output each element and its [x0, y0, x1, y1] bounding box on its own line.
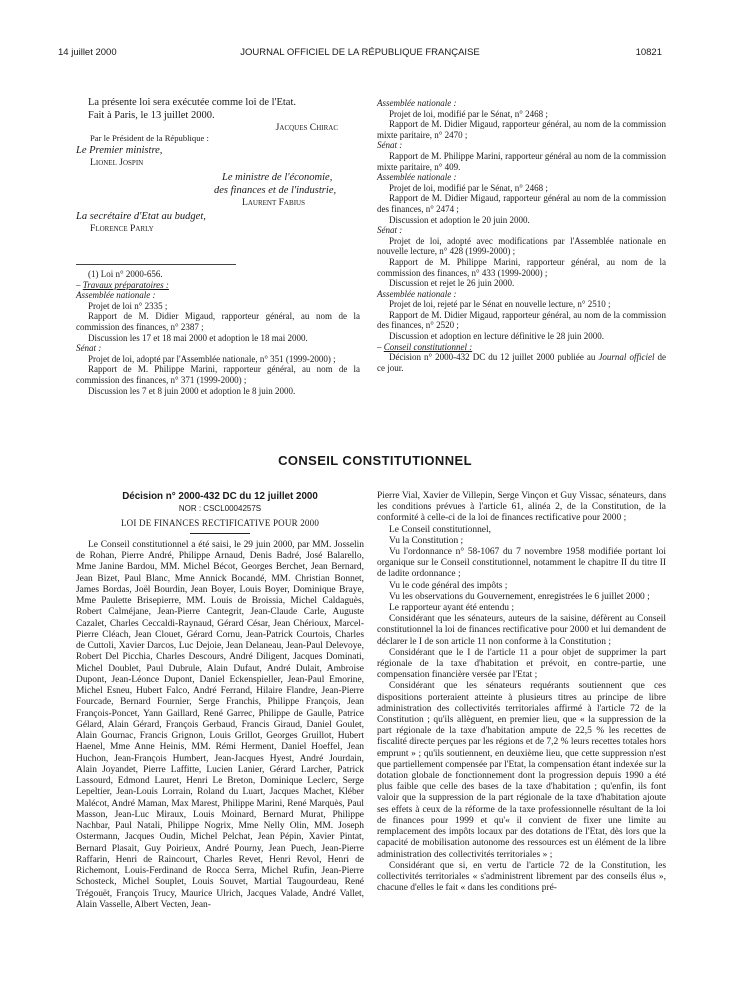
president-name: Jacques Chirac: [275, 122, 338, 133]
an4-item-a: Projet de loi, rejeté par le Sénat en nouvelle lecture, n° 2510 ;: [389, 299, 611, 310]
an4-heading: Assemblée nationale :: [377, 288, 457, 299]
sen1-item-b: Rapport de M. Philippe Marini, rapporteur général, au nom de la commission des finances, n° 371 (1999-2000) ;: [76, 364, 360, 385]
an3-heading: Assemblée nationale :: [377, 172, 457, 183]
section-title: CONSEIL CONSTITUTIONNEL: [278, 453, 472, 468]
decision-intro: Le Conseil constitutionnel a été saisi, le 29 juin 2000, par MM. Josselin de Rohan, Pierre André, Philippe Arnaud, Denis Badré, José Balarello, Mme Janine Bardou, MM. Michel Bécot, Georges Berchet, Jean Bernard, Jean Bizet, Paul Blanc, Mme Annick Bocandé, MM. Christian Bonnet, James Bordas, Joël Bourdin, Jean Boyer, Louis Boyer, Dominique Braye, Mme Paulette Brisepierre, MM. Louis de Broissia, Michel Caldaguès, Robert Calméjane, Jean-Pierre Cantegrit, Jean-Claude Carle, Auguste Cazalet, Charles Ceccaldi-Raynaud, Gérard César, Jean Chérioux, Marcel-Pierre Cléach, Jean Clouet, Gérard Cornu, Jean-Patrick Courtois, Charles de Cuttoli, Xavier Darcos, Luc Dejoie, Jean Delaneau, Jean-Paul Delevoye, Robert Del Picchia, Charles Descours, André Diligent, Jacques Dominati, Michel Doublet, Paul Dubrule, Alain Dufaut, André Dulait, Ambroise Dupont, Jean-Léonce Dupont, Daniel Eckenspieller, Jean-Paul Emorine, Michel Esneu, Hubert Falco, André Ferrand, Hilaire Flandre, Jean-Pierre Fourcade, Bernard Fournier, Serge Franchis, Philippe François, Jean François-Poncet, Yann Gaillard, René Garrec, Philippe de Gaulle, Patrice Gélard, Alain Gérard, François Gerbaud, Francis Giraud, Daniel Goulet, Alain Gournac, Francis Grignon, Louis Grillot, Georges Gruillot, Hubert Haenel, Mme Anne Heinis, MM. Rémi Herment, Daniel Hoeffel, Jean Huchon, Jean-François Humbert, Jean-Jacques Hyest, André Jourdain, Alain Joyandet, Pierre Laffitte, Lucien Lanier, Gérard Larcher, Patrick Lassourd, Edmond Lauret, Henri Le Breton, Dominique Leclerc, Serge Lepeltier, Jean-Louis Lorrain, Roland du Luart, Jacques Machet, Kléber Malécot, André Maman, Max Marest, Philippe Marini, René Marquès, Paul Masson, Jean-Luc Miraux, Louis Moinard, Bernard Murat, Philippe Nachbar, Paul Natali, Philippe Nogrix, Mme Nelly Olin, MM. Joseph Ostermann, Jacques Oudin, Michel Pelchat, Jean Pépin, Xavier Pintat, Bernard Plasait, Guy Poirieux, André Pourny, Jean Puech, Jean-Pierre Raffarin, Henri de Raincourt, Charles Revet, Henri Revol, Henri de Richemont, Louis-Ferdinand de Rocca Serra, Michel Rufin, Jean-Pierre Schosteck, Michel Souplet, Louis Souvet, Martial Taugourdeau, René Trégouët, François Trucy, Maurice Ulrich, Jacques Valade, André Vallet, Alain Vasselle, Albert Vecten, Jean-: [76, 539, 364, 910]
pm-name: Lionel Jospin: [90, 157, 144, 169]
conseil-line: Le Conseil constitutionnel,: [389, 524, 491, 535]
considerant-4: Considérant que si, en vertu de l'article 72 de la Constitution, les collectivités territoriales « s'administrent librement par des conseils élus », chacune d'elles le fait « dans les conditions pré-: [377, 860, 666, 894]
an2-item-a: Projet de loi, modifié par le Sénat, n° 2468 ;: [389, 108, 548, 119]
running-header: [58, 47, 662, 61]
secretary-title: La secrétaire d'Etat au budget,: [76, 210, 206, 222]
an3-item-c: Discussion et adoption le 20 juin 2000.: [389, 214, 530, 225]
header-date: 14 juillet 2000: [58, 47, 117, 58]
minister-name: Laurent Fabius: [242, 196, 305, 208]
notes-right: Assemblée nationale : Projet de loi, modifié par le Sénat, n° 2468 ; Rapport de M. Didier Migaud, rapporteur général, au nom de la commission mixte paritaire, n° 2470 ; Sénat : Rapport de M. Philippe Marini, rapporteur général au nom de la commission mixte paritaire, n° 409. Assemblée nationale : Projet de loi, modifié par le Sénat, n° 2468 ; Rapport de M. Didier Migaud, rapporteur général au nom de la commission des finances, n° 2474 ; Discussion et adoption le 20 juin 2000. Sénat : Projet de loi, adopté avec modifications par l'Assemblée nationale en nouvelle lecture, n° 428 (1999-2000) ; Rapport de M. Philippe Marini, rapporteur général, au nom de la commission des finances, n° 433 (1999-2000) ; Discussion et rejet le 26 juin 2000. Assemblée nationale : Projet de loi, rejeté par le Sénat en nouvelle lecture, n° 2510 ; Rapport de M. Didier Migaud, rapporteur général, au nom de la commission des finances, n° 2520 ; Discussion et adoption en lecture définitive le 28 juin 2000. – Conseil constitutionnel : Décision n° 2000-432 DC du 12 juillet 2000 publiée au Journal officiel de ce jour.: [377, 98, 666, 373]
an2-heading: Assemblée nationale :: [377, 98, 457, 108]
an1-heading: Assemblée nationale :: [76, 290, 156, 301]
sen3-item-c: Discussion et rejet le 26 juin 2000.: [389, 278, 515, 289]
decision-left-column: [76, 491, 364, 911]
header-journal-title: JOURNAL OFFICIEL DE LA RÉPUBLIQUE FRANÇAISE: [240, 47, 480, 58]
vu-ordonnance: Vu l'ordonnance n° 58-1067 du 7 novembre 1958 modifiée portant loi organique sur le Conseil constitutionnel, notamment le chapitre II du titre II de ladite ordonnance ;: [377, 547, 666, 580]
execution-clause: La présente loi sera exécutée comme loi de l'Etat.: [88, 97, 297, 108]
title-rule: [190, 533, 250, 534]
rapporteur-line: Le rapporteur ayant été entendu ;: [389, 603, 514, 614]
sen1-item-c: Discussion les 7 et 8 juin 2000 et adoption le 8 juin 2000.: [88, 385, 296, 396]
cc-heading: Conseil constitutionnel :: [383, 341, 473, 352]
decision-title: Décision n° 2000-432 DC du 12 juillet 2000: [122, 491, 318, 502]
minister-title-1: Le ministre de l'économie,: [222, 171, 333, 183]
pm-title: Le Premier ministre,: [76, 145, 163, 157]
notes-left: (1) Loi n° 2000-656. – Travaux préparatoires : Assemblée nationale : Projet de loi n° 2335 ; Rapport de M. Didier Migaud, rapporteur général, au nom de la commission des finances, n° 2387 ; Discussion les 17 et 18 mai 2000 et adoption le 18 mai 2000. Sénat : Projet de loi, adopté par l'Assemblée nationale, n° 351 (1999-2000) ; Rapport de M. Philippe Marini, rapporteur général, au nom de la commission des finances, n° 371 (1999-2000) ; Discussion les 7 et 8 juin 2000 et adoption le 8 juin 2000.: [76, 264, 360, 396]
footnote-rule: [76, 264, 236, 265]
cc-item-a: Décision n° 2000-432 DC du 12 juillet 2000 publiée au Journal officiel de ce jour.: [377, 352, 666, 373]
sen3-item-b: Rapport de M. Philippe Marini, rapporteur général, au nom de la commission des finances, n° 433 (1999-2000) ;: [377, 256, 666, 278]
an4-item-b: Rapport de M. Didier Migaud, rapporteur général, au nom de la commission des finances, n° 2520 ;: [377, 309, 666, 331]
an4-item-c: Discussion et adoption en lecture définitive le 28 juin 2000.: [389, 331, 604, 342]
sen1-heading: Sénat :: [76, 343, 102, 354]
vu-constitution: Vu la Constitution ;: [389, 535, 464, 546]
an1-item-b: Rapport de M. Didier Migaud, rapporteur général, au nom de la commission des finances, n° 2387 ;: [76, 311, 360, 332]
vu-code: Vu le code général des impôts ;: [389, 580, 508, 591]
sen3-heading: Sénat :: [377, 225, 403, 236]
considerant-3: Considérant que les sénateurs requérants soutiennent que ces dispositions porteraient atteinte à plusieurs titres au principe de libre administration des collectivités territoriales affirmé à l'article 72 de la Constitution ; qu'ils allèguent, en premier lieu, que « la suppression de la part régionale de la taxe d'habitation ampute de 22,5 % les recettes de fiscalité directe perçues par les régions et de 7,2 % leurs recettes totales hors emprunt » ; qu'ils soutiennent, en deuxième lieu, que cette suppression n'est que partiellement compensée par l'Etat, la compensation étant indexée sur la dotation globale de fonctionnement dont la progression depuis 1990 a été plus faible que celle des bases de la taxe d'habitation ; qu'enfin, ils font valoir que la suppression de la part régionale de la taxe d'habitation ajoute ses effets à ceux de la réforme de la taxe professionnelle résultant de la loi de finances pour 1999 et qu'« il convient de fixer une limite au remplacement des impôts locaux par des dotations de l'Etat, dès lors que la capacité de mobilisation autonome des ressources est un élément de la libre administration des collectivités territoriales » ;: [377, 681, 666, 860]
an3-item-b: Rapport de M. Didier Migaud, rapporteur général au nom de la commission des finances, n° 2474 ;: [377, 193, 666, 214]
sen3-item-a: Projet de loi, adopté avec modifications par l'Assemblée nationale en nouvelle lecture, n° 428 (1999-2000) ;: [377, 235, 666, 257]
an1-item-c: Discussion les 17 et 18 mai 2000 et adoption le 18 mai 2000.: [88, 332, 308, 343]
considerant-2: Considérant que le I de l'article 11 a pour objet de supprimer la part régionale de la taxe d'habitation et prévoit, en contre-partie, une compensation financière versée par l'Etat ;: [377, 647, 666, 681]
an1-item-a: Projet de loi n° 2335 ;: [88, 300, 168, 311]
nor-reference: NOR : CSCL0004257S: [178, 504, 262, 514]
decision-right-column: [377, 491, 666, 894]
an2-item-b: Rapport de M. Didier Migaud, rapporteur général, au nom de la commission mixte paritaire, n° 2470 ;: [377, 119, 666, 140]
done-at: Fait à Paris, le 13 juillet 2000.: [88, 110, 215, 121]
loi-number: (1) Loi n° 2000-656.: [88, 269, 163, 279]
par-le-president: Par le Président de la République :: [90, 133, 209, 144]
sen2-item-a: Rapport de M. Philippe Marini, rapporteur général au nom de la commission mixte paritaire, n° 409.: [377, 150, 666, 172]
an3-item-a: Projet de loi, modifié par le Sénat, n° 2468 ;: [389, 182, 548, 193]
loi-title: LOI DE FINANCES RECTIFICATIVE POUR 2000: [120, 517, 320, 528]
law-signatures: [76, 96, 356, 234]
secretary-name: Florence Parly: [90, 222, 154, 234]
header-page-number: 10821: [635, 47, 662, 58]
senators-continued: Pierre Vial, Xavier de Villepin, Serge Vinçon et Guy Vissac, sénateurs, dans les conditions prévues à l'article 61, alinéa 2, de la Constitution, de la conformité à celle-ci de la loi de finances rectificative pour 2000 ;: [377, 491, 666, 524]
travaux-heading: Travaux préparatoires :: [82, 279, 169, 290]
sen1-item-a: Projet de loi, adopté par l'Assemblée nationale, n° 351 (1999-2000) ;: [88, 353, 336, 364]
considerant-1: Considérant que les sénateurs, auteurs de la saisine, défèrent au Conseil constitutionnel la loi de finances rectificative pour 2000 et lui demandent de déclarer le I de son article 11 non conforme à la Constitution ;: [377, 614, 666, 647]
vu-observations: Vu les observations du Gouvernement, enregistrées le 6 juillet 2000 ;: [389, 591, 650, 602]
sen2-heading: Sénat :: [377, 140, 403, 151]
minister-title-2: des finances et de l'industrie,: [214, 184, 337, 196]
